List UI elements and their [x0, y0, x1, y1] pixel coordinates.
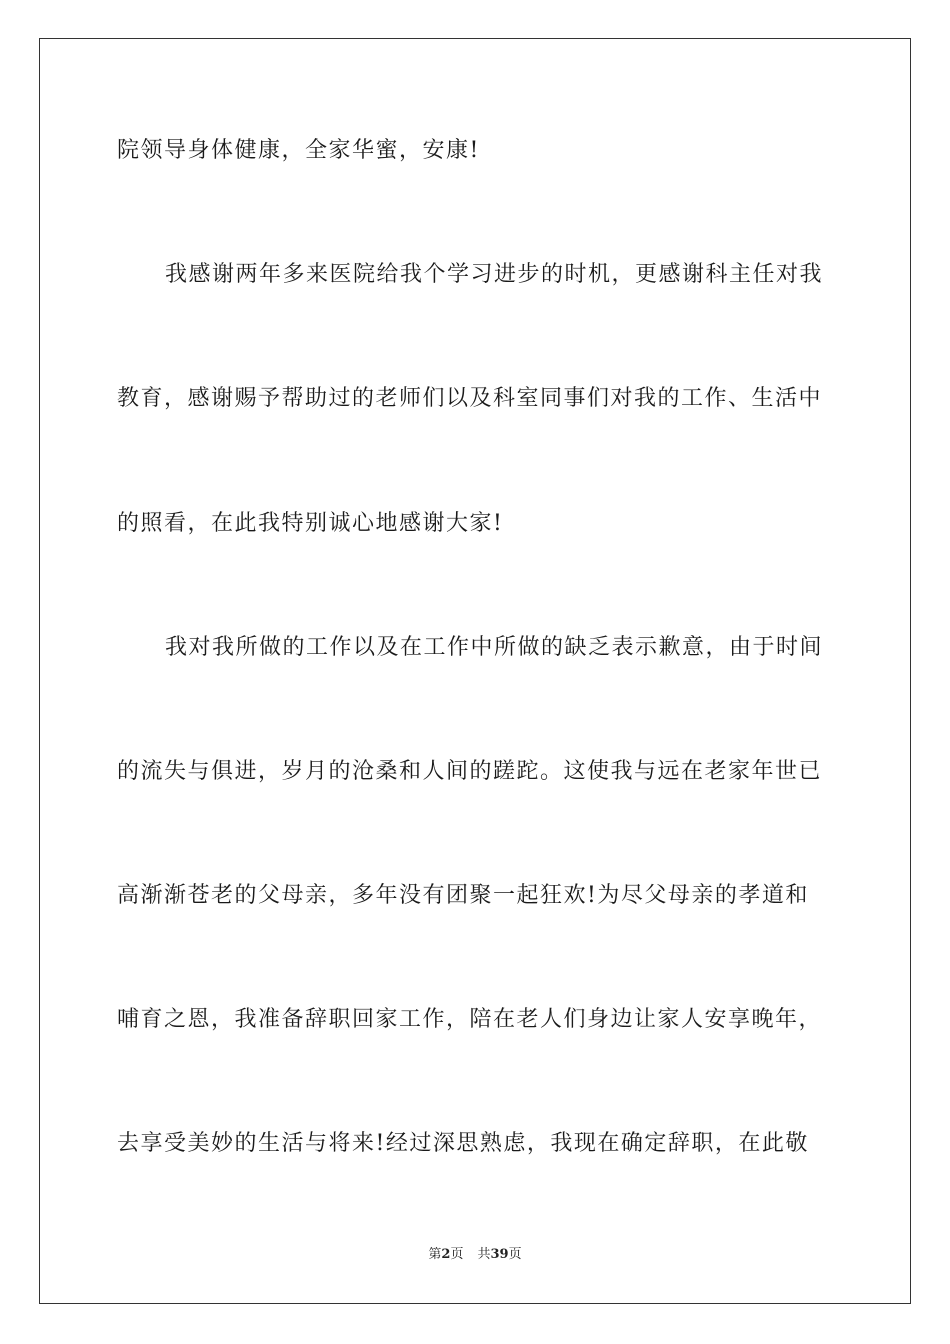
text-line: 教育，感谢赐予帮助过的老师们以及科室同事们对我的工作、生活中: [117, 386, 823, 411]
text-line: 高渐渐苍老的父母亲，多年没有团聚一起狂欢!为尽父母亲的孝道和: [117, 883, 809, 908]
text-line: 的流失与俱进，岁月的沧桑和人间的蹉跎。这使我与远在老家年世已: [117, 759, 823, 784]
total-suffix: 页: [508, 1247, 522, 1262]
total-prefix: 共: [477, 1247, 491, 1262]
text-line: 哺育之恩，我准备辞职回家工作，陪在老人们身边让家人安享晚年，: [117, 1007, 823, 1032]
page-number: 2: [441, 1247, 451, 1262]
page-prefix: 第: [428, 1247, 442, 1262]
text-line: 院领导身体健康，全家华蜜，安康!: [117, 138, 480, 163]
page-footer: [0, 1246, 950, 1264]
text-line: 的照看，在此我特别诚心地感谢大家!: [117, 511, 504, 536]
page-border: [39, 38, 911, 1304]
total-pages: 39: [490, 1247, 509, 1262]
text-line: 我对我所做的工作以及在工作中所做的缺乏表示歉意，由于时间: [165, 635, 824, 660]
text-line: 去享受美妙的生活与将来!经过深思熟虑，我现在确定辞职，在此敬: [117, 1131, 809, 1156]
page-suffix: 页: [450, 1247, 464, 1262]
text-line: 我感谢两年多来医院给我个学习进步的时机，更感谢科主任对我: [165, 262, 824, 287]
